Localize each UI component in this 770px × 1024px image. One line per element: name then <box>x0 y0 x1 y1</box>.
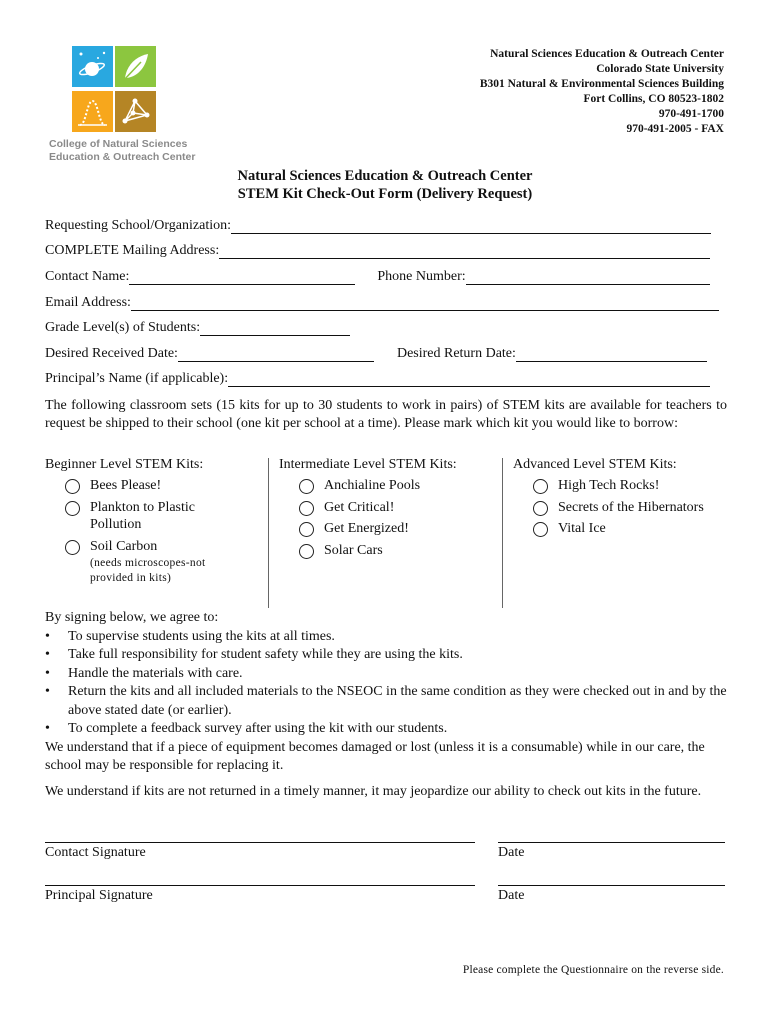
intro-paragraph: The following classroom sets (15 kits for up to 30 students to work in pairs) of STEM kits are available for teachers to request be shipped to their school (one kit per school at a time). Please mark which kit you would like to borrow: <box>45 398 727 431</box>
logo-text <box>49 138 195 164</box>
agreement-intro: By signing below, we agree to: <box>45 610 219 625</box>
form-title <box>0 167 770 203</box>
agreement-section <box>45 609 727 801</box>
radio-button[interactable] <box>299 479 314 494</box>
school-field-row <box>45 218 711 234</box>
bullet-text: Handle the materials with care. <box>68 665 243 681</box>
contact-field-row <box>45 269 710 285</box>
kit-label: Solar Cars <box>324 542 383 558</box>
received-date-input[interactable] <box>178 347 374 362</box>
agreement-bullet: • Take full responsibility for student safety while they are using the kits. <box>45 646 727 665</box>
title-line1: Natural Sciences Education & Outreach Center <box>237 168 533 184</box>
kit-option-plankton[interactable] <box>45 499 265 534</box>
principal-date-line[interactable] <box>498 885 725 886</box>
address-line: Natural Sciences Education & Outreach Center <box>490 48 724 60</box>
principal-signature-label: Principal Signature <box>45 888 153 903</box>
kit-option-get-critical[interactable] <box>279 499 499 517</box>
radio-button[interactable] <box>533 479 548 494</box>
school-label: Requesting School/Organization: <box>45 218 231 233</box>
contact-date-line[interactable] <box>498 842 725 843</box>
logo-text-line1: College of Natural Sciences <box>49 138 188 150</box>
principal-field-row <box>45 371 710 387</box>
planet-icon <box>72 46 113 87</box>
contact-date-label: Date <box>498 845 525 860</box>
email-input[interactable] <box>131 296 719 311</box>
kit-option-get-energized[interactable] <box>279 520 499 538</box>
school-input[interactable] <box>231 219 711 234</box>
leaf-icon <box>115 46 156 87</box>
grade-label: Grade Level(s) of Students: <box>45 320 201 335</box>
radio-button[interactable] <box>65 501 80 516</box>
email-field-row <box>45 295 719 311</box>
mailing-input[interactable] <box>219 244 710 259</box>
address-line: Fort Collins, CO 80523-1802 <box>583 93 724 105</box>
column-divider <box>268 458 269 608</box>
kit-option-soil-carbon[interactable] <box>45 538 265 556</box>
address-line: B301 Natural & Environmental Sciences Building <box>479 78 724 90</box>
radio-button[interactable] <box>65 540 80 555</box>
return-date-label: Desired Return Date: <box>396 346 516 361</box>
kit-option-anchialine-pools[interactable] <box>279 477 499 495</box>
beginner-heading: Beginner Level STEM Kits: <box>45 457 204 472</box>
agreement-bullet: • To complete a feedback survey after using the kit with our students. <box>45 720 727 739</box>
title-line2: STEM Kit Check-Out Form (Delivery Request) <box>237 186 533 202</box>
kit-option-high-tech-rocks[interactable] <box>513 477 733 495</box>
logo-text-line2: Education & Outreach Center <box>49 151 196 163</box>
kit-label: Secrets of the Hibernators <box>558 499 704 515</box>
radio-button[interactable] <box>533 522 548 537</box>
radio-button[interactable] <box>299 522 314 537</box>
bullet-text: Return the kits and all included materials to the NSEOC in the same condition as they were checked out in and by the above stated date (or earlier). <box>68 684 727 718</box>
kit-label: Get Critical! <box>324 499 395 515</box>
kit-label: Vital Ice <box>558 521 606 536</box>
principal-signature-line[interactable] <box>45 885 475 886</box>
principal-date-label: Date <box>498 888 525 903</box>
radio-button[interactable] <box>299 501 314 516</box>
microscope-note: (needs microscopes-not provided in kits) <box>90 557 206 584</box>
kit-label: Anchialine Pools <box>324 478 421 493</box>
grade-input[interactable] <box>200 321 350 336</box>
mailing-field-row <box>45 243 710 259</box>
address-line: 970-491-1700 <box>658 108 724 120</box>
molecule-icon <box>115 91 156 132</box>
damage-statement: We understand that if a piece of equipment becomes damaged or lost (unless it is a consumable) while in our care, the school may be responsible for replacing it. <box>45 739 705 773</box>
beginner-kits-column <box>45 457 265 585</box>
bullet-text: Take full responsibility for student safety while they are using the kits. <box>68 647 463 662</box>
intermediate-heading: Intermediate Level STEM Kits: <box>279 457 457 472</box>
college-logo <box>45 40 195 170</box>
mailing-label: COMPLETE Mailing Address: <box>45 243 220 258</box>
address-line: Colorado State University <box>596 63 724 75</box>
agreement-bullet: • Return the kits and all included materials to the NSEOC in the same condition as they were checked out in and by the above stated date (or earlier). <box>45 683 727 720</box>
dates-field-row <box>45 346 707 362</box>
kit-option-solar-cars[interactable] <box>279 542 499 560</box>
column-divider <box>502 458 503 608</box>
phone-input[interactable] <box>466 270 710 285</box>
kit-label: Plankton to Plastic Pollution <box>90 499 195 532</box>
received-date-label: Desired Received Date: <box>45 346 178 361</box>
kit-label: Soil Carbon <box>90 538 158 554</box>
agreement-bullet: • To supervise students using the kits at all times. <box>45 628 727 647</box>
contact-input[interactable] <box>129 270 355 285</box>
footer-note: Please complete the Questionnaire on the reverse side. <box>462 964 724 976</box>
return-date-input[interactable] <box>516 347 707 362</box>
advanced-kits-column <box>513 457 733 542</box>
bullet-text: To complete a feedback survey after using the kit with our students. <box>68 721 448 736</box>
agreement-bullet: • Handle the materials with care. <box>45 665 727 684</box>
kit-label: Get Energized! <box>324 521 409 536</box>
radio-button[interactable] <box>299 544 314 559</box>
intermediate-kits-column <box>279 457 499 563</box>
email-label: Email Address: <box>45 295 131 310</box>
grade-field-row <box>45 320 350 336</box>
contact-label: Contact Name: <box>45 269 130 284</box>
radio-button[interactable] <box>533 501 548 516</box>
contact-signature-line[interactable] <box>45 842 475 843</box>
principal-label: Principal’s Name (if applicable): <box>45 371 229 386</box>
bullet-text: To supervise students using the kits at all times. <box>68 628 335 644</box>
radio-button[interactable] <box>65 479 80 494</box>
principal-input[interactable] <box>228 372 710 387</box>
phone-label: Phone Number: <box>377 269 466 284</box>
kit-label: Bees Please! <box>90 478 162 493</box>
address-block <box>480 47 724 137</box>
contact-signature-label: Contact Signature <box>45 845 146 860</box>
address-line: 970-491-2005 - FAX <box>626 123 724 135</box>
kit-option-vital-ice[interactable] <box>513 520 733 538</box>
advanced-heading: Advanced Level STEM Kits: <box>513 457 677 472</box>
kit-option-bees-please[interactable] <box>45 477 265 495</box>
bell-curve-icon <box>72 91 113 132</box>
timely-statement: We understand if kits are not returned in a timely manner, it may jeopardize our ability to check out kits in the future. <box>45 783 702 799</box>
kit-label: High Tech Rocks! <box>558 478 660 493</box>
kit-option-secrets-hibernators[interactable] <box>513 499 733 517</box>
